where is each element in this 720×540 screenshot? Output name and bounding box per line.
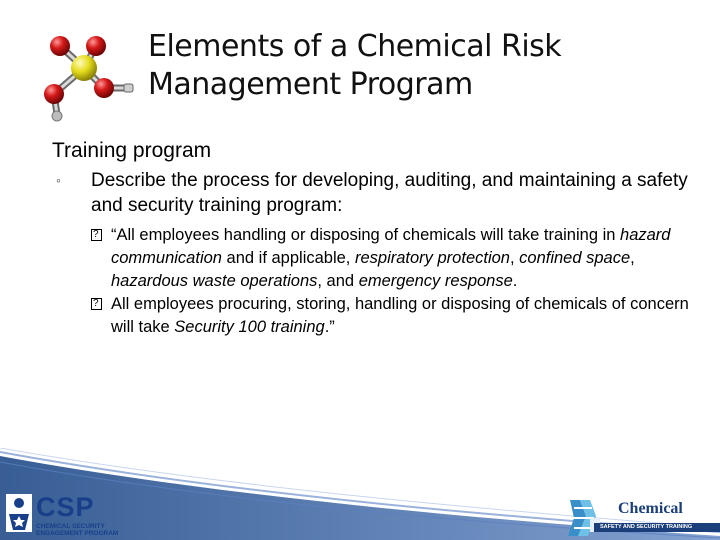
sub-bullet [52,168,692,218]
title-line-2: Management Program [148,67,473,102]
point-1 [52,224,692,293]
italic-text-run: hazard communication [111,226,671,267]
point-2 [52,293,692,339]
italic-text-run: Security 100 training [174,318,325,336]
molecule-icon [38,28,148,128]
chemical-logo-word: Chemical [618,500,683,517]
text-run: and if applicable, [221,249,355,267]
heading-training-program: Training program [52,139,212,162]
slide-body [52,138,692,339]
chemical-training-logo [566,496,720,540]
italic-text-run: emergency response [358,272,513,290]
text-run: . [512,272,518,290]
csp-logo [4,492,164,538]
missing-glyph-bullet-icon [91,298,102,310]
text-run: “All employees handling or disposing of chemicals will take training in [111,226,621,244]
csp-logo-letters: CSP [36,492,95,522]
csp-logo-mark-icon [6,494,32,532]
text-run: All employees procuring, storing, handling or disposing of chemicals of concern will take [111,295,689,336]
csp-logo-line-1: CHEMICAL SECURITY [36,523,105,530]
point-1-text [111,226,670,290]
slide-title [148,28,688,104]
missing-glyph-bullet-icon [91,229,102,241]
text-run: , and [317,272,359,290]
point-2-text [111,295,689,336]
text-run: , [509,249,520,267]
chemical-logo-subtitle: SAFETY AND SECURITY TRAINING [600,524,693,530]
text-run: , [630,249,635,267]
chemical-logo-icon [566,496,600,540]
sub-bullet-text: Describe the process for developing, auditing, and maintaining a safety and security training program: [91,170,688,216]
italic-text-run: hazardous waste operations [111,272,318,290]
circle-bullet-icon: ◦ [56,172,61,188]
title-line-1: Elements of a Chemical Risk [148,29,562,64]
csp-logo-line-2: ENGAGEMENT PROGRAM [36,530,119,537]
italic-text-run: confined space [519,249,631,267]
text-run: .” [324,318,335,336]
italic-text-run: respiratory protection [354,249,510,267]
